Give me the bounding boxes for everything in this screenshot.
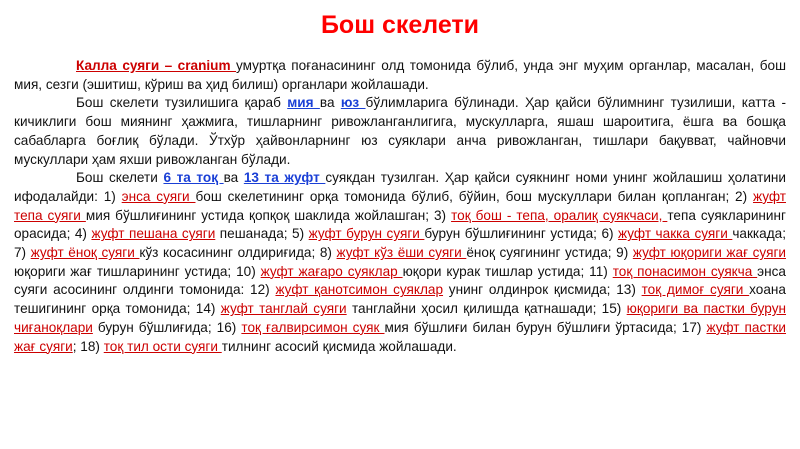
bone-term: жуфт қанотсимон суяклар (275, 282, 444, 298)
bone-term: жуфт бурун суяги (308, 226, 425, 242)
bone-term: жуфт танглай суяги (220, 301, 347, 317)
text: хоана тешигининг орқа томонида; 14) (14, 282, 786, 317)
text: суякдан тузилган. Ҳар қайси суякнинг номи унинг жойлашиш ҳолатини ифодалайди: 1) (14, 170, 787, 204)
bone-term: жуфт ёноқ суяги (30, 245, 140, 261)
text: энса суяги асосининг олдинги томонида: 12) (14, 263, 786, 298)
bone-term: энса суяги (121, 188, 196, 204)
text: Бош скелети тузилишига қараб (76, 95, 288, 111)
text: унинг олдинрок қисмида; 13) (443, 282, 642, 298)
term-mia: мия (287, 95, 320, 111)
text: бурун бўшлиғида; 16) (92, 319, 242, 335)
text: кўз косасининг олдириғида; 8) (139, 245, 337, 261)
paragraph-structure (14, 94, 786, 169)
slide-title: Бош скелети (320, 11, 480, 39)
term-cranium: Калла суяги – cranium (76, 58, 237, 73)
bone-term: тоқ ғалвирсимон суяк (241, 319, 385, 335)
text: пешанада; 5) (215, 226, 309, 242)
bone-term: жуфт чакка суяги (618, 226, 733, 242)
text: ва (319, 95, 341, 111)
bone-term: жуфт пешана суяги (91, 226, 216, 242)
term-yuz: юз (340, 95, 366, 111)
body-text (14, 57, 786, 356)
text: юқори курак тишлар устида; 11) (402, 263, 613, 279)
bone-term: жуфт тепа суяги (14, 188, 786, 223)
text: чаккада; 7) (14, 226, 787, 261)
text: тилнинг асосий қисмида жойлашади. (221, 338, 457, 354)
text: Бош скелети (76, 170, 164, 186)
bone-term: жуфт кўз ёши суяги (336, 245, 467, 261)
bone-term: жуфт юқориги жағ суяги (632, 245, 786, 261)
bone-term: тоқ димоғ суяги (641, 282, 750, 298)
bone-term: тоқ понасимон суякча (612, 263, 758, 279)
term-toq-count: 6 та тоқ (163, 170, 224, 186)
bone-term: жуфт жағаро суяклар (260, 263, 403, 279)
text: мия бўшлиғи билан бурун бўшлиғи ўртасида; 17) (384, 319, 707, 335)
bone-term: тоқ тил ости суяги (103, 338, 222, 354)
text: бурун бўшлиғининг устида; 6) (424, 226, 619, 242)
text: ёноқ суягининг устида; 9) (466, 245, 633, 261)
text: бош скелетининг орқа томонида бўлиб, бўйин, бош мускуллари билан қопланган; 2) (195, 188, 753, 204)
bone-term: тоқ бош - тепа, оралиқ суякчаси, (451, 207, 668, 223)
text: тепа суякларининг орасида; 4) (14, 207, 786, 242)
text: умуртқа поғанасининг олд томонида бўлиб, унда энг муҳим органлар, масалан, бош мия, сезги (эшитиш, кўриш ва ҳид билиш) органлари жойлашади. (14, 58, 786, 92)
text: мия бўшлиғининг устида қопқоқ шаклида жойлашган; 3) (85, 207, 452, 223)
paragraph-bones (14, 169, 786, 356)
paragraph-cranium (14, 57, 786, 94)
bone-term: юқориги ва пастки бурун чиғаноқлари (14, 301, 787, 335)
text: танглайни ҳосил қилишда қатнашади; 15) (346, 301, 627, 317)
text: юқориги жағ тишларининг устида; 10) (14, 263, 261, 279)
text: бўлимларига бўлинади. Ҳар қайси бўлимнинг тузилиши, катта - кичиклиги бош миянинг ҳажмига, тишларнинг ривожланганлигига, мускулларга, яшаш шароитига, ёшга ва бошқа сабабларга боғлиқ бўлади. Ўтхўр ҳайвонларнинг юз суяклари анча ривожланган, тишлари бақувват, чайновчи мускуллари ҳам яхши ривожланган бўлади. (14, 95, 786, 167)
text: ва (223, 170, 244, 186)
term-juft-count: 13 та жуфт (243, 170, 326, 186)
text: ; 18) (72, 338, 104, 354)
bone-term: жуфт пастки жағ суяги (14, 319, 787, 354)
